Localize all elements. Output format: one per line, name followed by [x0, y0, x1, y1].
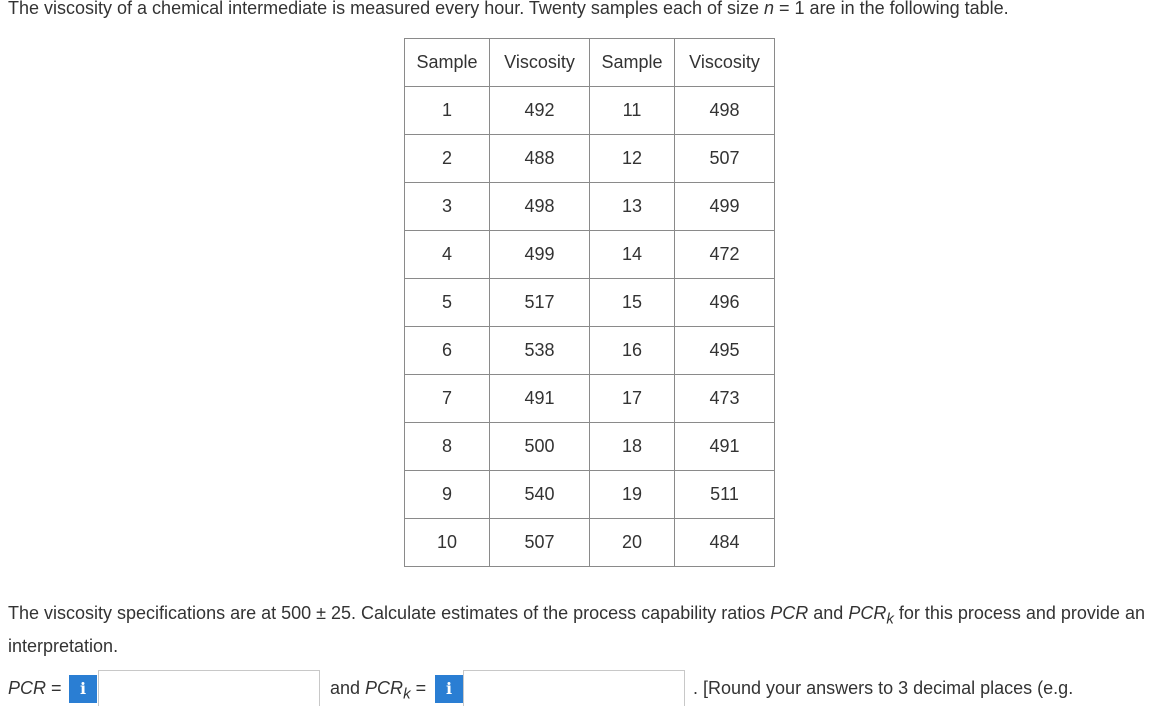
- cell-sample-left: 9: [405, 471, 490, 519]
- problem-intro: [8, 0, 1009, 19]
- pcrk-input[interactable]: [463, 670, 685, 706]
- table-row: [405, 183, 775, 231]
- cell-sample-left: 4: [405, 231, 490, 279]
- cell-sample-left: 6: [405, 327, 490, 375]
- cell-sample-right: 13: [590, 183, 675, 231]
- cell-sample-right: 12: [590, 135, 675, 183]
- pcrk-label-sub: k: [403, 685, 411, 703]
- cell-viscosity-left: 538: [490, 327, 590, 375]
- pcr-input[interactable]: [98, 670, 320, 706]
- pcrk-equals: =: [410, 678, 427, 698]
- intro-text-1: The viscosity of a chemical intermediate is measured every hour. Twenty samples each of size: [8, 0, 765, 18]
- table-row: [405, 279, 775, 327]
- header-sample-2: Sample: [590, 39, 675, 87]
- cell-viscosity-right: 507: [675, 135, 775, 183]
- table-row: [405, 231, 775, 279]
- rounding-instruction: . [Round your answers to 3 decimal places (e.g.: [693, 678, 1074, 698]
- cell-sample-right: 18: [590, 423, 675, 471]
- question-part-2: and: [808, 603, 849, 623]
- header-viscosity-1: Viscosity: [490, 39, 590, 87]
- cell-viscosity-right: 496: [675, 279, 775, 327]
- table-row: [405, 519, 775, 567]
- header-sample-1: Sample: [405, 39, 490, 87]
- table-body: [405, 87, 775, 567]
- cell-viscosity-right: 472: [675, 231, 775, 279]
- pcrk-label-text: PCR: [365, 678, 404, 698]
- cell-sample-right: 11: [590, 87, 675, 135]
- and-label: and: [330, 678, 366, 698]
- cell-sample-left: 5: [405, 279, 490, 327]
- cell-viscosity-left: 498: [490, 183, 590, 231]
- header-viscosity-2: Viscosity: [675, 39, 775, 87]
- cell-sample-right: 17: [590, 375, 675, 423]
- cell-sample-right: 16: [590, 327, 675, 375]
- cell-viscosity-right: 473: [675, 375, 775, 423]
- question-part-3: for this process and provide an interpretation.: [8, 603, 1145, 656]
- viscosity-table: [404, 38, 775, 567]
- pcrk-label: [330, 678, 426, 703]
- cell-viscosity-right: 511: [675, 471, 775, 519]
- cell-viscosity-left: 517: [490, 279, 590, 327]
- question-text: [8, 600, 1158, 660]
- pcr-label: [8, 678, 62, 699]
- cell-sample-left: 7: [405, 375, 490, 423]
- pcr-label-text: PCR: [8, 678, 47, 698]
- intro-text-2: = 1 are in the following table.: [774, 0, 1009, 18]
- cell-sample-right: 19: [590, 471, 675, 519]
- cell-viscosity-left: 507: [490, 519, 590, 567]
- intro-n-variable: n: [764, 0, 775, 18]
- cell-sample-right: 20: [590, 519, 675, 567]
- cell-viscosity-left: 540: [490, 471, 590, 519]
- table-row: [405, 327, 775, 375]
- cell-viscosity-left: 492: [490, 87, 590, 135]
- cell-viscosity-right: 498: [675, 87, 775, 135]
- cell-viscosity-right: 495: [675, 327, 775, 375]
- cell-viscosity-left: 491: [490, 375, 590, 423]
- cell-sample-left: 10: [405, 519, 490, 567]
- pcr-equals: =: [46, 678, 62, 698]
- question-part-1: The viscosity specifications are at 500 ± 25. Calculate estimates of the process capability ratios: [8, 603, 771, 623]
- answer-row: [0, 670, 1175, 706]
- cell-sample-left: 8: [405, 423, 490, 471]
- cell-viscosity-left: 500: [490, 423, 590, 471]
- table-row: [405, 135, 775, 183]
- cell-viscosity-right: 499: [675, 183, 775, 231]
- question-pcr: PCR: [770, 603, 809, 623]
- cell-sample-right: 14: [590, 231, 675, 279]
- cell-sample-left: 1: [405, 87, 490, 135]
- question-pcrk-base: PCR: [848, 603, 887, 623]
- cell-sample-left: 2: [405, 135, 490, 183]
- question-pcrk-sub: k: [886, 610, 894, 628]
- cell-sample-right: 15: [590, 279, 675, 327]
- table-row: [405, 87, 775, 135]
- cell-viscosity-right: 491: [675, 423, 775, 471]
- pcr-info-icon[interactable]: i: [69, 675, 97, 703]
- pcrk-info-icon[interactable]: i: [435, 675, 463, 703]
- table-header-row: [405, 39, 775, 87]
- table-row: [405, 375, 775, 423]
- cell-viscosity-right: 484: [675, 519, 775, 567]
- cell-viscosity-left: 499: [490, 231, 590, 279]
- cell-viscosity-left: 488: [490, 135, 590, 183]
- table-row: [405, 423, 775, 471]
- table-row: [405, 471, 775, 519]
- cell-sample-left: 3: [405, 183, 490, 231]
